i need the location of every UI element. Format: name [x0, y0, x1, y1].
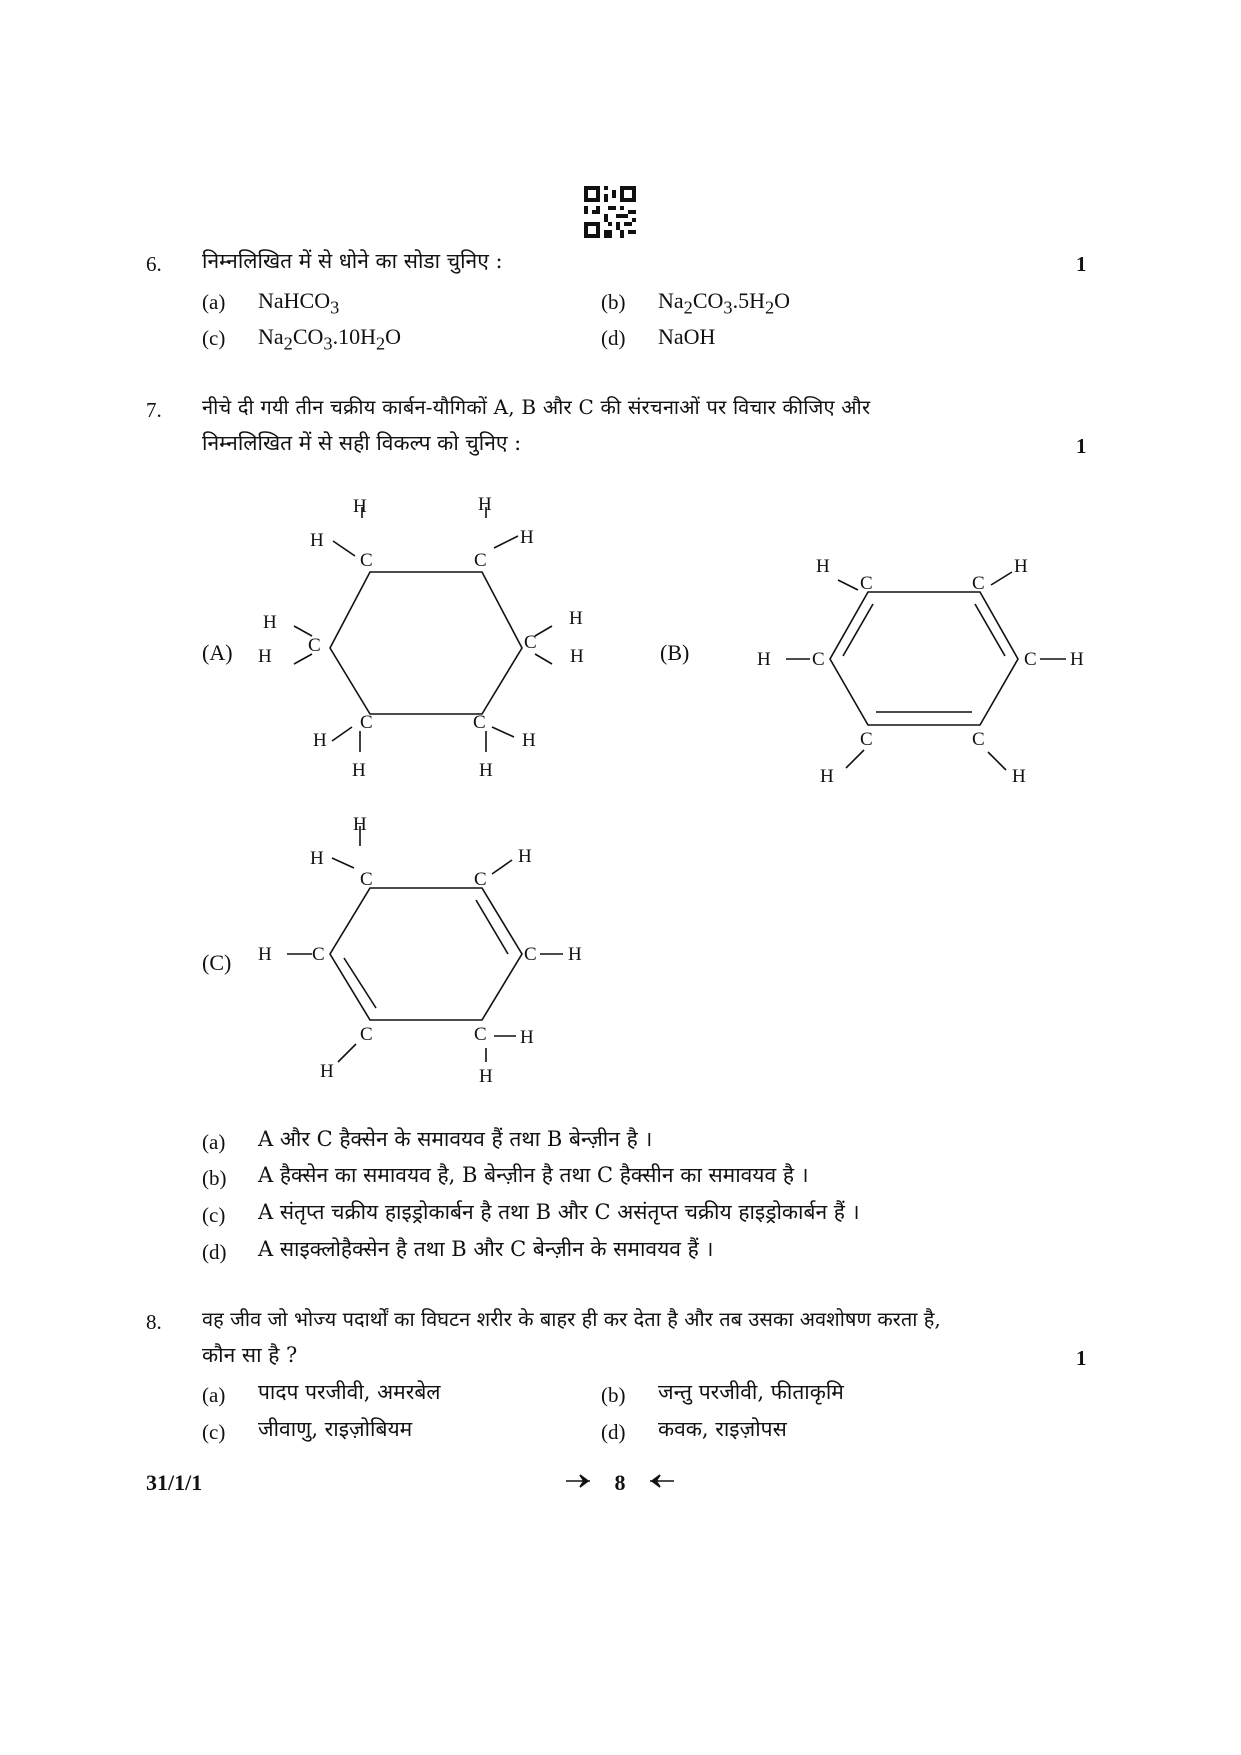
option-formula: NaOH — [658, 324, 716, 349]
option-formula: $Na_2CO_3.5H_2O$ — [658, 288, 791, 318]
option-label: (d) — [601, 1420, 626, 1444]
atom-label: H — [310, 530, 324, 551]
atom-label: H — [518, 846, 532, 867]
atom-label: H — [352, 760, 366, 781]
option-text: जीवाणु, राइज़ोबियम — [258, 1417, 413, 1441]
option-label: (c) — [202, 326, 226, 350]
figure-label-b: (B) — [660, 640, 690, 665]
figure-label-a: (A) — [202, 640, 233, 665]
atom-label: C — [312, 944, 325, 965]
atom-label: H — [258, 646, 272, 667]
atom-label: C — [360, 869, 373, 890]
atom-label: C — [474, 869, 487, 890]
atom-label: H — [479, 1066, 493, 1087]
question-marks: 1 — [1076, 434, 1087, 458]
question-number: 8. — [146, 1310, 162, 1334]
question-text-line-2: निम्नलिखित में से सही विकल्प को चुनिए : — [202, 431, 522, 455]
atom-label: H — [570, 646, 584, 667]
option-text: A संतृप्त चक्रीय हाइड्रोकार्बन है तथा B और C असंतृप्त चक्रीय हाइड्रोकार्बन हैं । — [258, 1200, 860, 1224]
atom-label: C — [972, 729, 985, 750]
atom-label: C — [308, 635, 321, 656]
option-label: (d) — [601, 326, 626, 350]
atom-label: H — [479, 760, 493, 781]
question-text: निम्नलिखित में से धोने का सोडा चुनिए : — [202, 249, 503, 273]
question-text-line-2: कौन सा है ? — [202, 1343, 298, 1367]
atom-label: H — [816, 556, 830, 577]
atom-label: H — [757, 649, 771, 670]
atom-label: H — [263, 612, 277, 633]
atom-label: H — [313, 730, 327, 751]
atom-label: H — [1070, 649, 1084, 670]
atom-label: C — [474, 1024, 487, 1045]
atom-label: H — [820, 766, 834, 787]
option-label: (b) — [202, 1166, 227, 1190]
option-text: A और C हैक्सेन के समावयव हैं तथा B बेन्ज़ीन है । — [258, 1127, 653, 1151]
option-text: A साइक्लोहैक्सेन है तथा B और C बेन्ज़ीन के समावयव हैं । — [258, 1237, 714, 1261]
atom-label: H — [353, 496, 367, 517]
option-text: कवक, राइज़ोपस — [658, 1417, 787, 1441]
option-label: (a) — [202, 290, 226, 314]
atom-label: H — [520, 527, 534, 548]
atom-label: H — [520, 1027, 534, 1048]
atom-label: H — [310, 848, 324, 869]
atom-label: C — [860, 573, 873, 594]
question-text-line-1: नीचे दी गयी तीन चक्रीय कार्बन-यौगिकों A, B और C की संरचनाओं पर विचार कीजिए और — [202, 395, 871, 419]
question-marks: 1 — [1076, 252, 1087, 276]
page-number — [560, 1468, 680, 1494]
question-text-line-1: वह जीव जो भोज्य पदार्थों का विघटन शरीर के बाहर ही कर देता है और तब उसका अवशोषण करता है, — [202, 1307, 941, 1331]
atom-label: C — [360, 712, 373, 733]
option-text: जन्तु परजीवी, फीताकृमि — [658, 1380, 844, 1404]
atom-label: H — [522, 730, 536, 751]
atom-label: H — [569, 608, 583, 629]
atom-label: H — [1012, 766, 1026, 787]
atom-label: C — [1024, 649, 1037, 670]
option-text: पादप परजीवी, अमरबेल — [258, 1380, 441, 1404]
option-label: (c) — [202, 1203, 226, 1227]
question-number: 7. — [146, 398, 162, 422]
option-label: (a) — [202, 1383, 226, 1407]
option-label: (c) — [202, 1420, 226, 1444]
atom-label: H — [478, 494, 492, 515]
atom-label: C — [860, 729, 873, 750]
atom-label: C — [972, 573, 985, 594]
atom-label: H — [568, 944, 582, 965]
atom-label: C — [360, 550, 373, 571]
atom-label: H — [353, 814, 367, 835]
atom-label: H — [320, 1061, 334, 1082]
atom-label: C — [812, 649, 825, 670]
question-marks: 1 — [1076, 1346, 1087, 1370]
option-label: (b) — [601, 290, 626, 314]
question-number: 6. — [146, 252, 162, 276]
option-formula: NaHCO$_3$ — [258, 288, 340, 318]
atom-label: C — [473, 712, 486, 733]
paper-code: 31/1/1 — [146, 1470, 203, 1495]
option-formula: $Na_2CO_3.10H_2O$ — [258, 324, 402, 354]
atom-label: C — [524, 632, 537, 653]
option-text: A हैक्सेन का समावयव है, B बेन्ज़ीन है तथा C हैक्सीन का समावयव है । — [258, 1163, 809, 1187]
page-number-text: 8 — [614, 1470, 626, 1495]
figure-label-c: (C) — [202, 950, 232, 975]
option-label: (b) — [601, 1383, 626, 1407]
option-label: (d) — [202, 1240, 227, 1264]
option-label: (a) — [202, 1130, 226, 1154]
atom-label: H — [258, 944, 272, 965]
atom-label: C — [474, 550, 487, 571]
atom-label: C — [360, 1024, 373, 1045]
atom-label: C — [524, 944, 537, 965]
atom-label: H — [1014, 556, 1028, 577]
